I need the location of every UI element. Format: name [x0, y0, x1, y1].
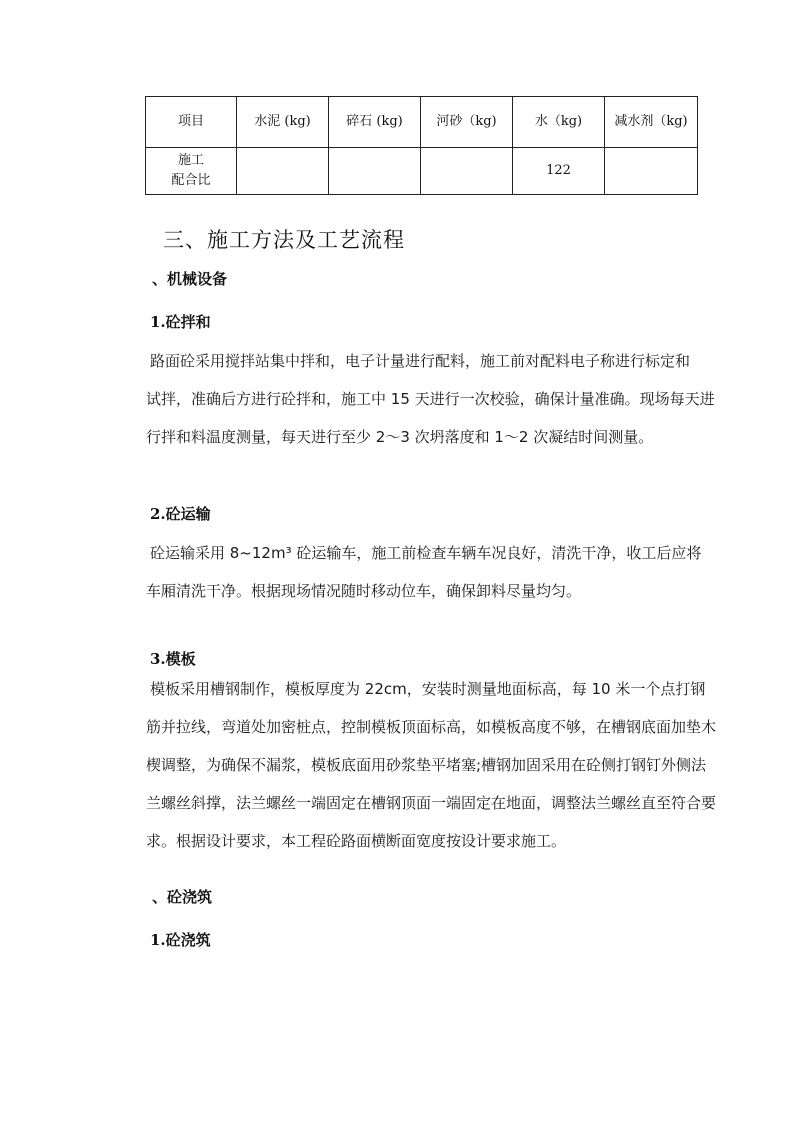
paragraph-line: 试拌，准确后方进行砼拌和，施工中 15 天进行一次校验，确保计量准确。现场每天进 — [146, 390, 715, 408]
item-heading-formwork: 3.模板 — [150, 650, 196, 668]
subsection-heading-pouring: 、砼浇筑 — [152, 888, 213, 906]
table-header-cell: 水泥 (kg) — [237, 97, 329, 148]
paragraph-line: 模板采用槽钢制作，模板厚度为 22cm，安装时测量地面标高，每 10 米一个点打钢 — [150, 680, 706, 698]
row-label-line: 配合比 — [171, 173, 211, 188]
paragraph-mixing — [146, 342, 736, 456]
item-heading-pouring: 1.砼浇筑 — [150, 931, 211, 949]
table-cell — [329, 148, 421, 195]
paragraph-line: 筋并拉线，弯道处加密桩点，控制模板顶面标高，如模板高度不够，在槽钢底面加垫木 — [146, 718, 717, 736]
table-cell: 122 — [513, 148, 605, 195]
table-row — [146, 148, 698, 195]
paragraph-formwork — [146, 670, 736, 860]
row-label-cell — [146, 148, 237, 195]
table-header-cell: 项目 — [146, 97, 237, 148]
paragraph-line: 车厢清洗干净。根据现场情况随时移动位车，确保卸料尽量均匀。 — [146, 582, 582, 600]
row-label-line: 施工 — [177, 153, 204, 168]
table-header-cell: 碎石 (kg) — [329, 97, 421, 148]
paragraph-line: 砼运输采用 8~12m³ 砼运输车，施工前检查车辆车况良好，清洗干净，收工后应将 — [150, 544, 702, 562]
table-cell — [237, 148, 329, 195]
subsection-heading-equipment: 、机械设备 — [152, 270, 228, 288]
table-header-row — [146, 97, 698, 148]
paragraph-line: 行拌和料温度测量，每天进行至少 2～3 次坍落度和 1～2 次凝结时间测量。 — [146, 428, 654, 446]
paragraph-line: 楔调整，为确保不漏浆，模板底面用砂浆垫平堵塞;槽钢加固采用在砼侧打钢钉外侧法 — [146, 756, 707, 774]
item-heading-transport: 2.砼运输 — [150, 505, 211, 523]
item-heading-mixing: 1.砼拌和 — [150, 313, 211, 331]
table-header-cell: 河砂（kg) — [421, 97, 513, 148]
paragraph-line: 兰螺丝斜撑，法兰螺丝一端固定在槽钢顶面一端固定在地面，调整法兰螺丝直至符合要 — [146, 794, 717, 812]
table-cell — [421, 148, 513, 195]
paragraph-line: 路面砼采用搅拌站集中拌和，电子计量进行配料，施工前对配料电子称进行标定和 — [150, 352, 691, 370]
paragraph-line: 求。根据设计要求，本工程砼路面横断面宽度按设计要求施工。 — [146, 832, 567, 850]
table-header-cell: 减水剂（kg) — [605, 97, 698, 148]
mix-ratio-table — [145, 96, 698, 195]
section-title: 三、施工方法及工艺流程 — [163, 228, 405, 252]
table-cell — [605, 148, 698, 195]
table-header-cell: 水（kg) — [513, 97, 605, 148]
paragraph-transport — [146, 534, 736, 610]
